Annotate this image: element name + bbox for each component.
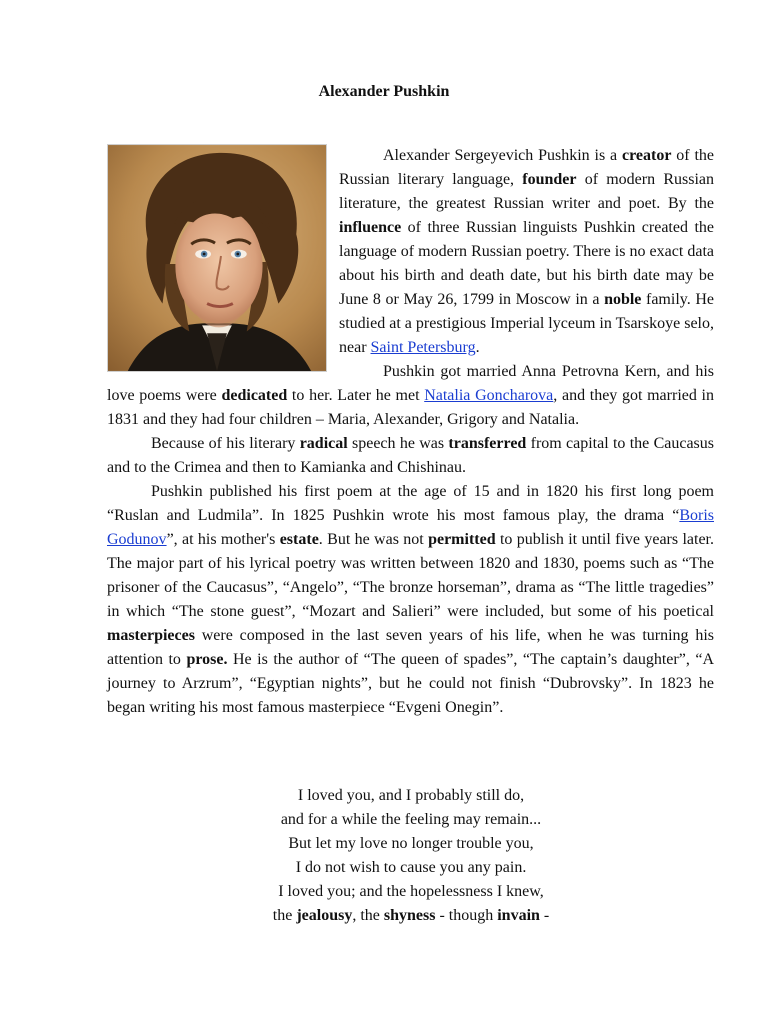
portrait-of-alexander-pushkin-icon [108,145,326,371]
paragraph-4: Pushkin published his first poem at the age of 15 and in 1820 his first long poem “Ruslan and Ludmila”. In 1825 Pushkin wrote his most famous play, the drama “Boris Godunov”, at his mother's estate. But he was not permitted to publish it until five years later. The major part of his lyrical poetry was written between 1820 and 1830, poems such as “The prisoner of the Caucasus”, “Angelo”, “The bronze horseman”, drama as “The little tragedies” in which “The stone guest”, “Mozart and Salieri” were included, but some of his poetical masterpieces were composed in the last seven years of his life, when he was turning his attention to prose. He is the author of “The queen of spades”, “The captain’s daughter”, “A journey to Arzrum”, “Egyptian nights”, but he could not finish “Dubrovsky”. In 1823 he began writing his most famous masterpiece “Evgeni Onegin”. [107,483,715,716]
paragraph-1: Alexander Sergeyevich Pushkin is a creator of the Russian literary language, founder of modern Russian literature, the greatest Russian writer and poet. By the influence of three Russian linguists Pushkin created the language of modern Russian poetry. There is no exact data about his birth and death date, but his birth date may be June 8 or May 26, 1799 in Moscow in a noble family. He studied at a prestigious Imperial lyceum in Tsarskoye selo, near Saint Petersburg. [339,147,714,356]
poem-line: I loved you, and I probably still do, [297,787,525,804]
paragraph-2: Pushkin got married Anna Petrovna Kern, and his love poems were dedicated to her. Later he met Natalia Goncharova, and they got married in 1831 and they had four children – Maria, Alexander, Grigory and Natalia. [107,363,714,428]
poem-line: I loved you; and the hopelessness I knew, [278,883,544,900]
natalia-goncharova-link[interactable]: Natalia Goncharova [424,387,554,404]
poem-line: I do not wish to cause you any pain. [295,859,527,876]
document-body [107,144,714,720]
portrait-image [107,144,327,372]
document-title: Alexander Pushkin [318,83,450,100]
saint-petersburg-link[interactable]: Saint Petersburg [370,339,476,356]
poem-block [0,784,768,928]
poem-line: and for a while the feeling may remain... [280,811,542,828]
boris-godunov-link[interactable]: Boris Godunov [107,507,714,548]
poem-line: the jealousy, the shyness - though invain - [272,907,550,924]
paragraph-3: Because of his literary radical speech he was transferred from capital to the Caucasus and to the Crimea and then to Kamianka and Chishinau. [107,435,714,476]
poem-line: But let my love no longer trouble you, [288,835,534,852]
